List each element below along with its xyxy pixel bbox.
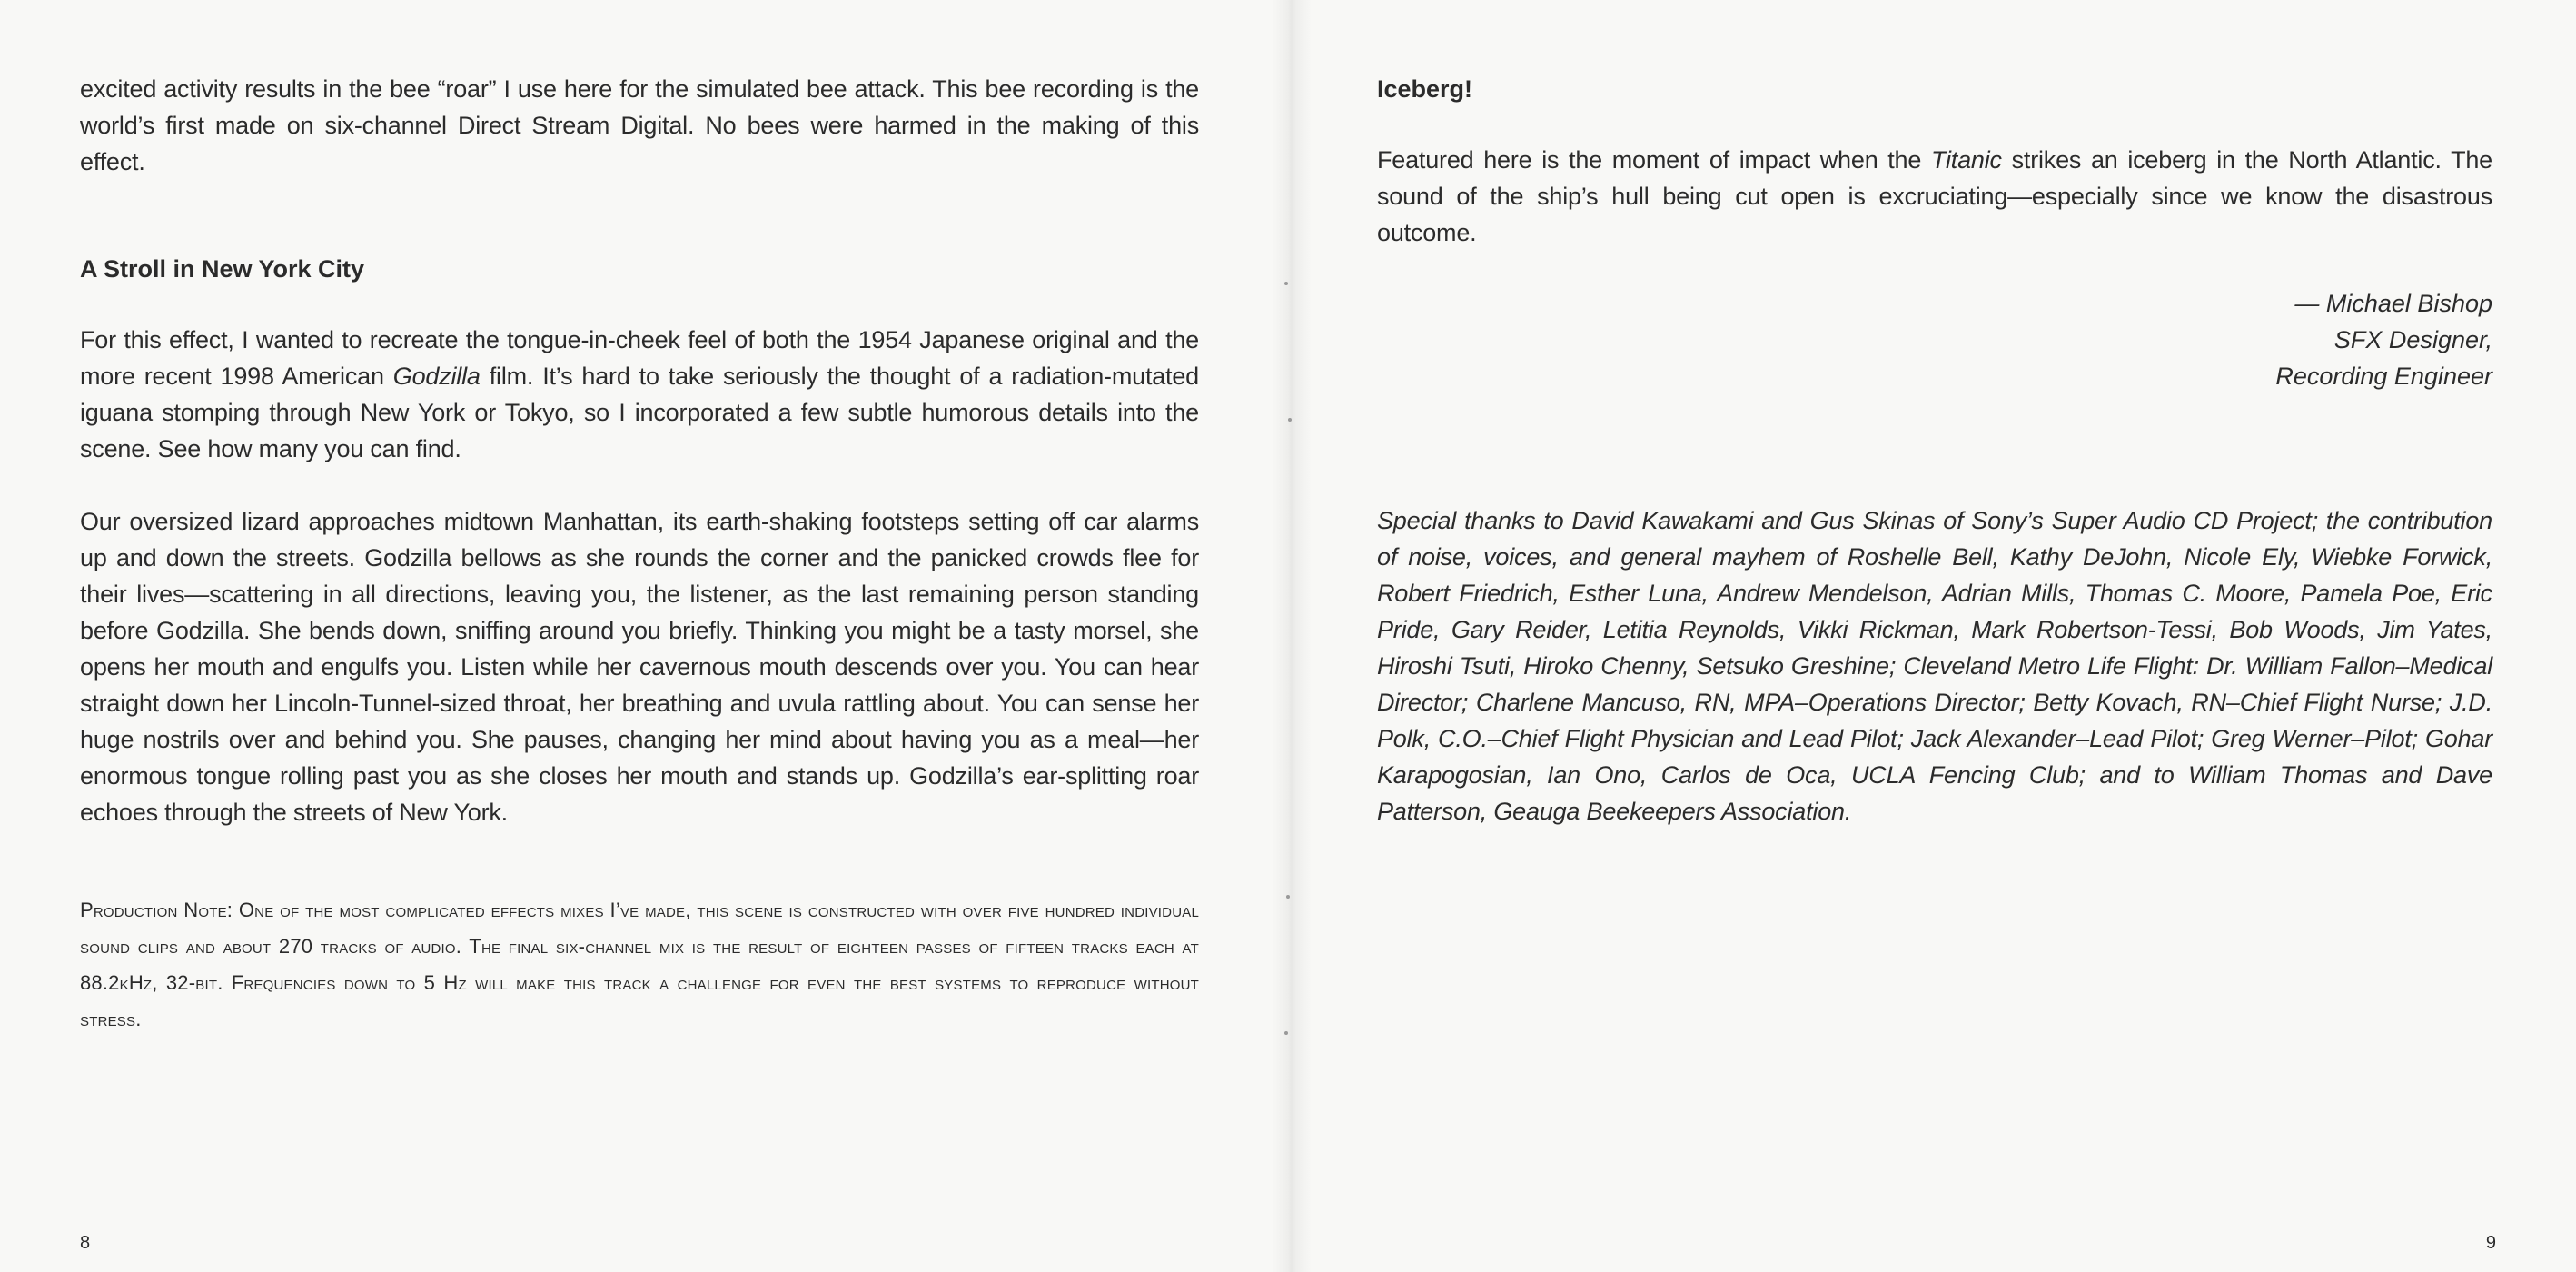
staple-mark bbox=[1286, 895, 1290, 899]
section-heading-iceberg: Iceberg! bbox=[1377, 75, 1473, 103]
text-run: Featured here is the moment of impact when the bbox=[1377, 146, 1931, 174]
special-thanks: Special thanks to David Kawakami and Gus Skinas of Sony’s Super Audio CD Project; the contribution of noise, voices, and general mayhem of Roshelle Bell, Kathy DeJohn, Nicole Ely, Wiebke Forwick, Robert Friedrich, Esther Luna, Andrew Mendelson, Adrian Mills, Thomas C. Moore, Pamela Poe, Eric Pride, Gary Reider, Letitia Reynolds, Vikki Rickman, Mark Robertson-Tessi, Bob Woods, Jim Yates, Hiroshi Tsuti, Hiroko Chenny, Setsuko Greshine; Cleveland Metro Life Flight: Dr. William Fallon–Medical Director; Charlene Mancuso, RN, MPA–Operations Director; Betty Kovach, RN–Chief Flight Nurse; J.D. Polk, C.O.–Chief Flight Physician and Lead Pilot; Jack Alexander–Lead Pilot; Greg Werner–Pilot; Gohar Karapogosian, Ian Ono, Carlos de Oca, UCLA Fencing Club; and to William Thomas and Dave Patterson, Geauga Beekeepers Association. bbox=[1377, 507, 2492, 825]
text-run: film. It’s hard to take seriously the thought of a radiation-mutated iguana stomping through New York or Tokyo, so I incorporated a few subtle humorous details into the scene. See how many you can find. bbox=[80, 363, 1199, 462]
text-run: strikes an iceberg in the North Atlantic. The sound of the ship’s hull being cut open is excruciating—especially since we know the disastrous outcome. bbox=[1377, 146, 2492, 246]
right-column bbox=[1377, 71, 2492, 830]
staple-mark bbox=[1288, 418, 1292, 422]
right-page bbox=[1290, 0, 2576, 1272]
signature-title-2: Recording Engineer bbox=[2275, 363, 2492, 390]
section-heading-new-york: A Stroll in New York City bbox=[80, 255, 365, 283]
paragraph-godzilla-intro bbox=[80, 322, 1199, 467]
signature-title-1: SFX Designer, bbox=[2333, 326, 2492, 353]
page-number-right: 9 bbox=[2485, 1233, 2496, 1253]
production-note: Production Note: One of the most complicated effects mixes I’ve made, this scene is constructed with over five hundred individual sound clips and about 270 tracks of audio. The final six-channel mix is the result of eighteen passes of fifteen tracks each at 88.2kHz, 32-bit. Frequencies down to 5 Hz will make this track a challenge for even the best systems to reproduce without stress. bbox=[80, 899, 1199, 1030]
intro-paragraph: excited activity results in the bee “roar” I use here for the simulated bee attack. This bee recording is the world’s first made on six-channel Direct Stream Digital. No bees were harmed in the making of this effect. bbox=[80, 75, 1199, 175]
staple-mark bbox=[1284, 282, 1288, 285]
signature-block bbox=[1377, 285, 2492, 394]
paragraph-titanic bbox=[1377, 142, 2492, 251]
film-title: Godzilla bbox=[392, 363, 481, 390]
signature-name: — Michael Bishop bbox=[2294, 290, 2492, 317]
text-run: For this effect, I wanted to recreate the tongue-in-cheek feel of both the 1954 Japanese original and the more recent 1998 American bbox=[80, 326, 1199, 390]
page-fold bbox=[1272, 0, 1312, 1272]
page-number-left: 8 bbox=[80, 1233, 91, 1253]
ship-name: Titanic bbox=[1930, 146, 2002, 174]
left-column bbox=[80, 71, 1199, 1038]
paragraph-godzilla-scene: Our oversized lizard approaches midtown Manhattan, its earth-shaking footsteps setting off car alarms up and down the streets. Godzilla bellows as she rounds the corner and the panicked crowds flee for their lives—scattering in all directions, leaving you, the listener, as the last remaining person standing before Godzilla. She bends down, sniffing around you briefly. Thinking you might be a tasty morsel, she opens her mouth and engulfs you. Listen while her cavernous mouth descends over you. You can hear straight down her Lincoln-Tunnel-sized throat, her breathing and uvula rattling about. You can sense her huge nostrils over and behind you. She pauses, changing her mind about having you as a meal—her enormous tongue rolling past you as she closes her mouth and stands up. Godzilla’s ear-splitting roar echoes through the streets of New York. bbox=[80, 508, 1199, 826]
staple-mark bbox=[1284, 1031, 1288, 1035]
